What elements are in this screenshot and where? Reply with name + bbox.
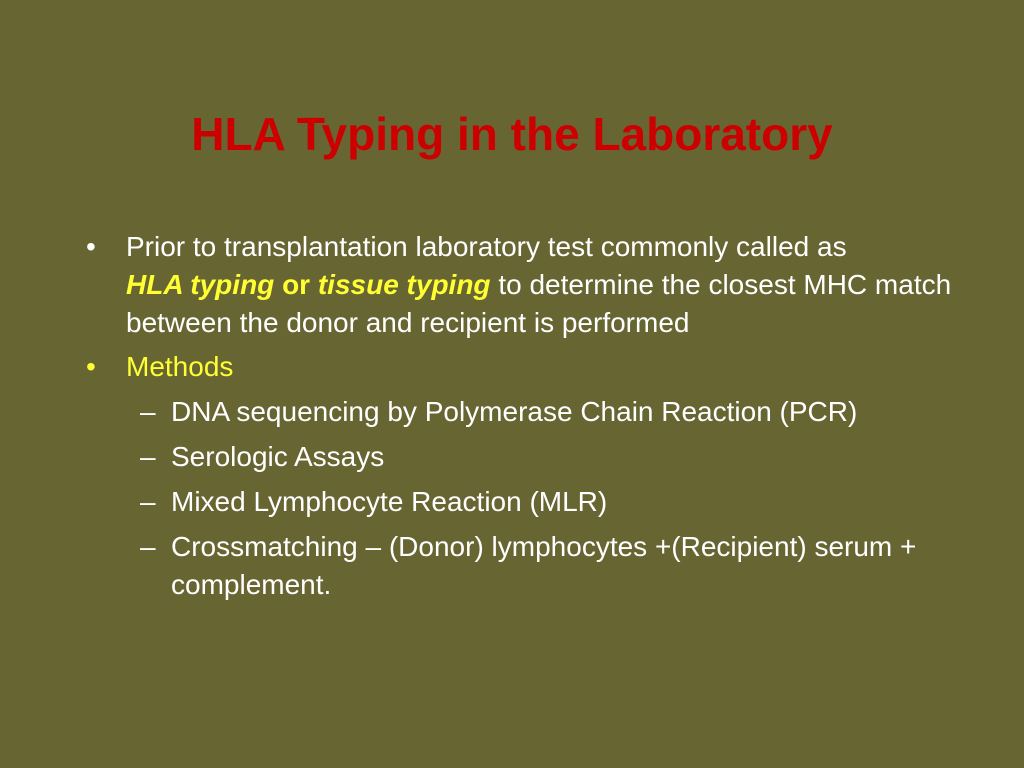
sub-item-dna-sequencing xyxy=(86,393,966,431)
dash-marker: – xyxy=(140,396,156,427)
slide-title: HLA Typing in the Laboratory xyxy=(191,108,833,160)
term-hla-typing: HLA typing xyxy=(126,269,275,300)
dash-marker: – xyxy=(140,486,156,517)
sub-item-mlr xyxy=(86,483,966,521)
bullet-text-methods: Methods xyxy=(126,351,234,382)
bullet-marker: • xyxy=(86,231,96,262)
slide-body xyxy=(86,228,966,604)
bullet-text-intro: Prior to transplantation laboratory test commonly called as xyxy=(126,231,847,262)
bullet-text-rest: to determine the closest MHC match between the donor and recipient is performed xyxy=(126,269,952,338)
term-or: or xyxy=(282,269,311,300)
dash-marker: – xyxy=(140,531,156,562)
sub-item-serologic-assays xyxy=(86,438,966,476)
sub-item-crossmatching xyxy=(86,528,966,604)
sub-item-text: Mixed Lymphocyte Reaction (MLR) xyxy=(171,486,608,517)
term-tissue-typing: tissue typing xyxy=(317,269,491,300)
bullet-marker: • xyxy=(86,351,96,382)
bullet-item-methods xyxy=(86,348,966,386)
sub-item-text: DNA sequencing by Polymerase Chain Reaction (PCR) xyxy=(171,396,858,427)
bullet-item-hla-typing xyxy=(86,228,966,342)
sub-item-text: Serologic Assays xyxy=(171,441,385,472)
sub-item-text: Crossmatching – (Donor) lymphocytes +(Recipient) serum + complement. xyxy=(171,531,917,600)
dash-marker: – xyxy=(140,441,156,472)
